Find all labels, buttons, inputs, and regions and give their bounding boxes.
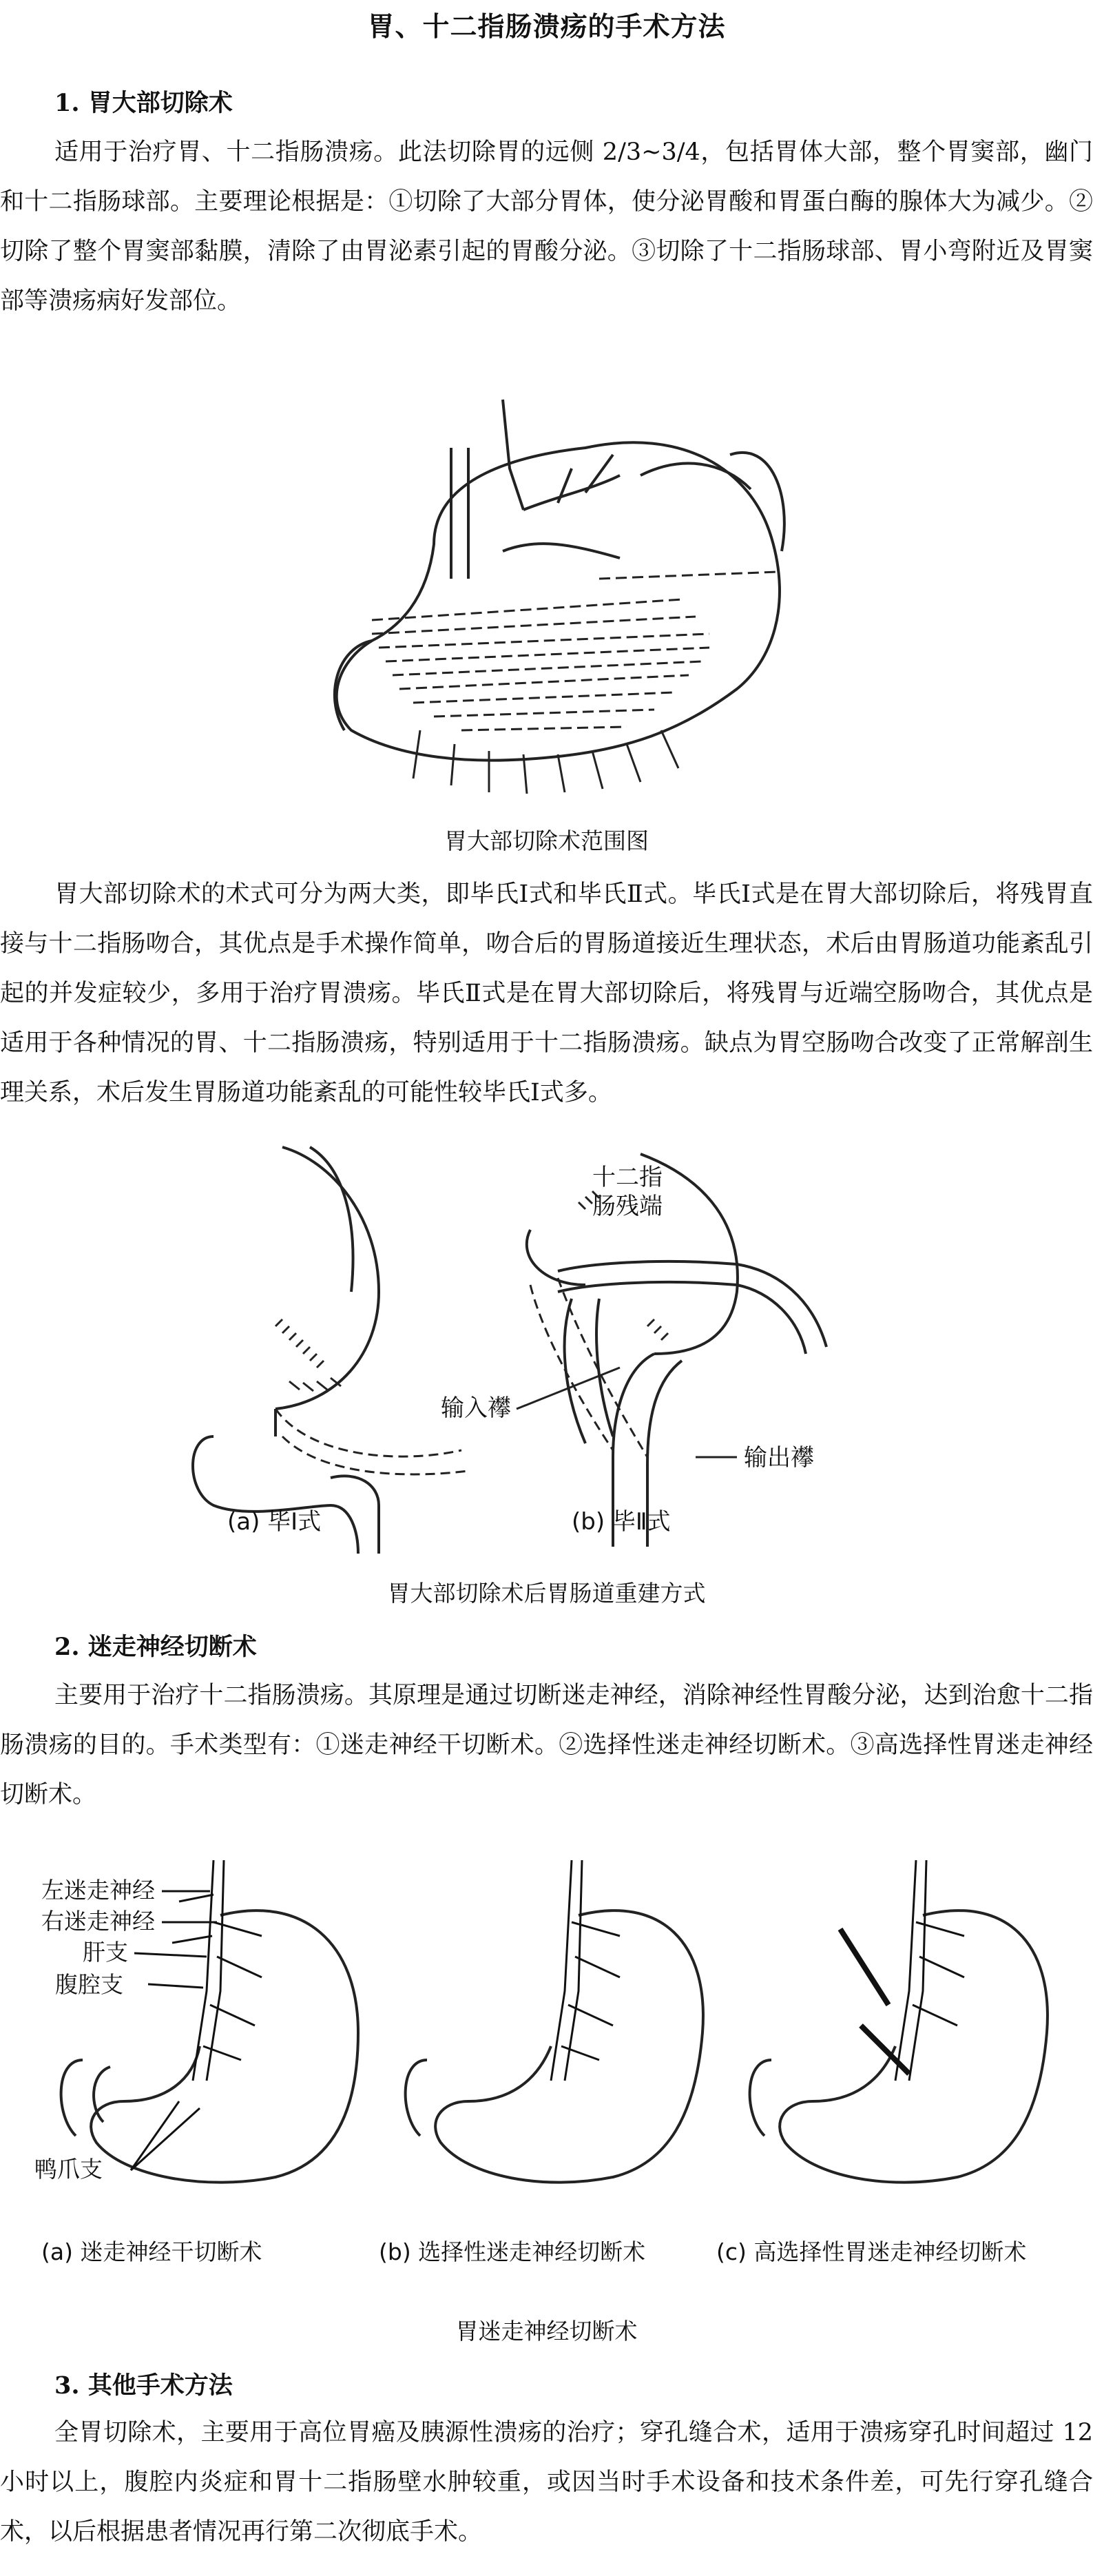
crow-foot-branch-label: 鸭爪支 [34,2156,103,2183]
duodenal-stump-label-2: 肠残端 [592,1193,663,1220]
section-1-heading: 1. 胃大部切除术 [54,89,233,117]
figure-3-caption: 胃迷走神经切断术 [455,2318,638,2345]
section-1-text-2: 胃大部切除术的术式可分为两大类，即毕氏Ⅰ式和毕氏Ⅱ式。毕氏Ⅰ式是在胃大部切除后，将残胃直接与十二指肠吻合，其优点是手术操作简单，吻合后的胃肠道接近生理状态，术后由胃肠道功能紊乱引起的并发症较少，多用于治疗胃溃疡。毕氏Ⅱ式是在胃大部切除后，将残胃与近端空肠吻合，其优点是适用于各种情况的胃、十二指肠溃疡，特别适用于十二指肠溃疡。缺点为胃空肠吻合改变了正常解剖生理关系，术后发生胃肠道功能紊乱的可能性较毕氏Ⅰ式多。 [0,880,1093,1106]
section-1-paragraph-2 [0,869,1093,1117]
left-vagus-label: 左迷走神经 [41,1877,155,1904]
billroth-1-label: (a) 毕Ⅰ式 [227,1508,322,1536]
section-3-text: 全胃切除术，主要用于高位胃癌及胰源性溃疡的治疗；穿孔缝合术，适用于溃疡穿孔时间超过 12 小时以上，腹腔内炎症和胃十二指肠壁水肿较重，或因当时手术设备和技术条件差，可先行穿孔缝合术，以后根据患者情况再行第二次彻底手术。 [0,2419,1093,2546]
figure-1-caption: 胃大部切除术范围图 [444,827,649,854]
selective-vagotomy-label: (b) 选择性迷走神经切断术 [379,2238,646,2265]
figure-2-caption: 胃大部切除术后胃肠道重建方式 [387,1580,706,1607]
page-title: 胃、十二指肠溃疡的手术方法 [367,11,726,43]
efferent-loop-label: 输出襻 [744,1444,814,1472]
celiac-branch-label: 腹腔支 [55,1971,123,1998]
duodenal-stump-label-1: 十二指 [592,1164,663,1191]
gastrectomy-range-figure [296,372,792,799]
section-1-text: 适用于治疗胃、十二指肠溃疡。此法切除胃的远侧 2/3~3/4，包括胃体大部，整个胃窦部，幽门和十二指肠球部。主要理论根据是：①切除了大部分胃体，使分泌胃酸和胃蛋白酶的腺体大为减少。②切除了整个胃窦部黏膜，清除了由胃泌素引起的胃酸分泌。③切除了十二指肠球部、胃小弯附近及胃窦部等溃疡病好发部位。 [0,138,1093,315]
section-3-heading: 3. 其他手术方法 [54,2371,233,2400]
billroth-2-label: (b) 毕Ⅱ式 [572,1508,671,1536]
section-3-paragraph [0,2408,1093,2557]
truncal-vagotomy-label: (a) 迷走神经干切断术 [41,2238,262,2265]
hepatic-branch-label: 肝支 [83,1939,128,1966]
highly-selective-vagotomy-label: (c) 高选择性胃迷走神经切断术 [716,2238,1027,2265]
right-vagus-label: 右迷走神经 [41,1908,155,1935]
section-2-text: 主要用于治疗十二指肠溃疡。其原理是通过切断迷走神经，消除神经性胃酸分泌，达到治愈十二指肠溃疡的目的。手术类型有：①迷走神经干切断术。②选择性迷走神经切断术。③高选择性胃迷走神经切断术。 [0,1682,1093,1809]
afferent-loop-label: 输入襻 [441,1394,511,1422]
vagotomy-figure [14,1853,1081,2267]
reconstruction-figure [172,1133,923,1560]
section-2-paragraph [0,1671,1093,1820]
section-1-paragraph [0,127,1093,326]
section-2-heading: 2. 迷走神经切断术 [54,1633,257,1661]
